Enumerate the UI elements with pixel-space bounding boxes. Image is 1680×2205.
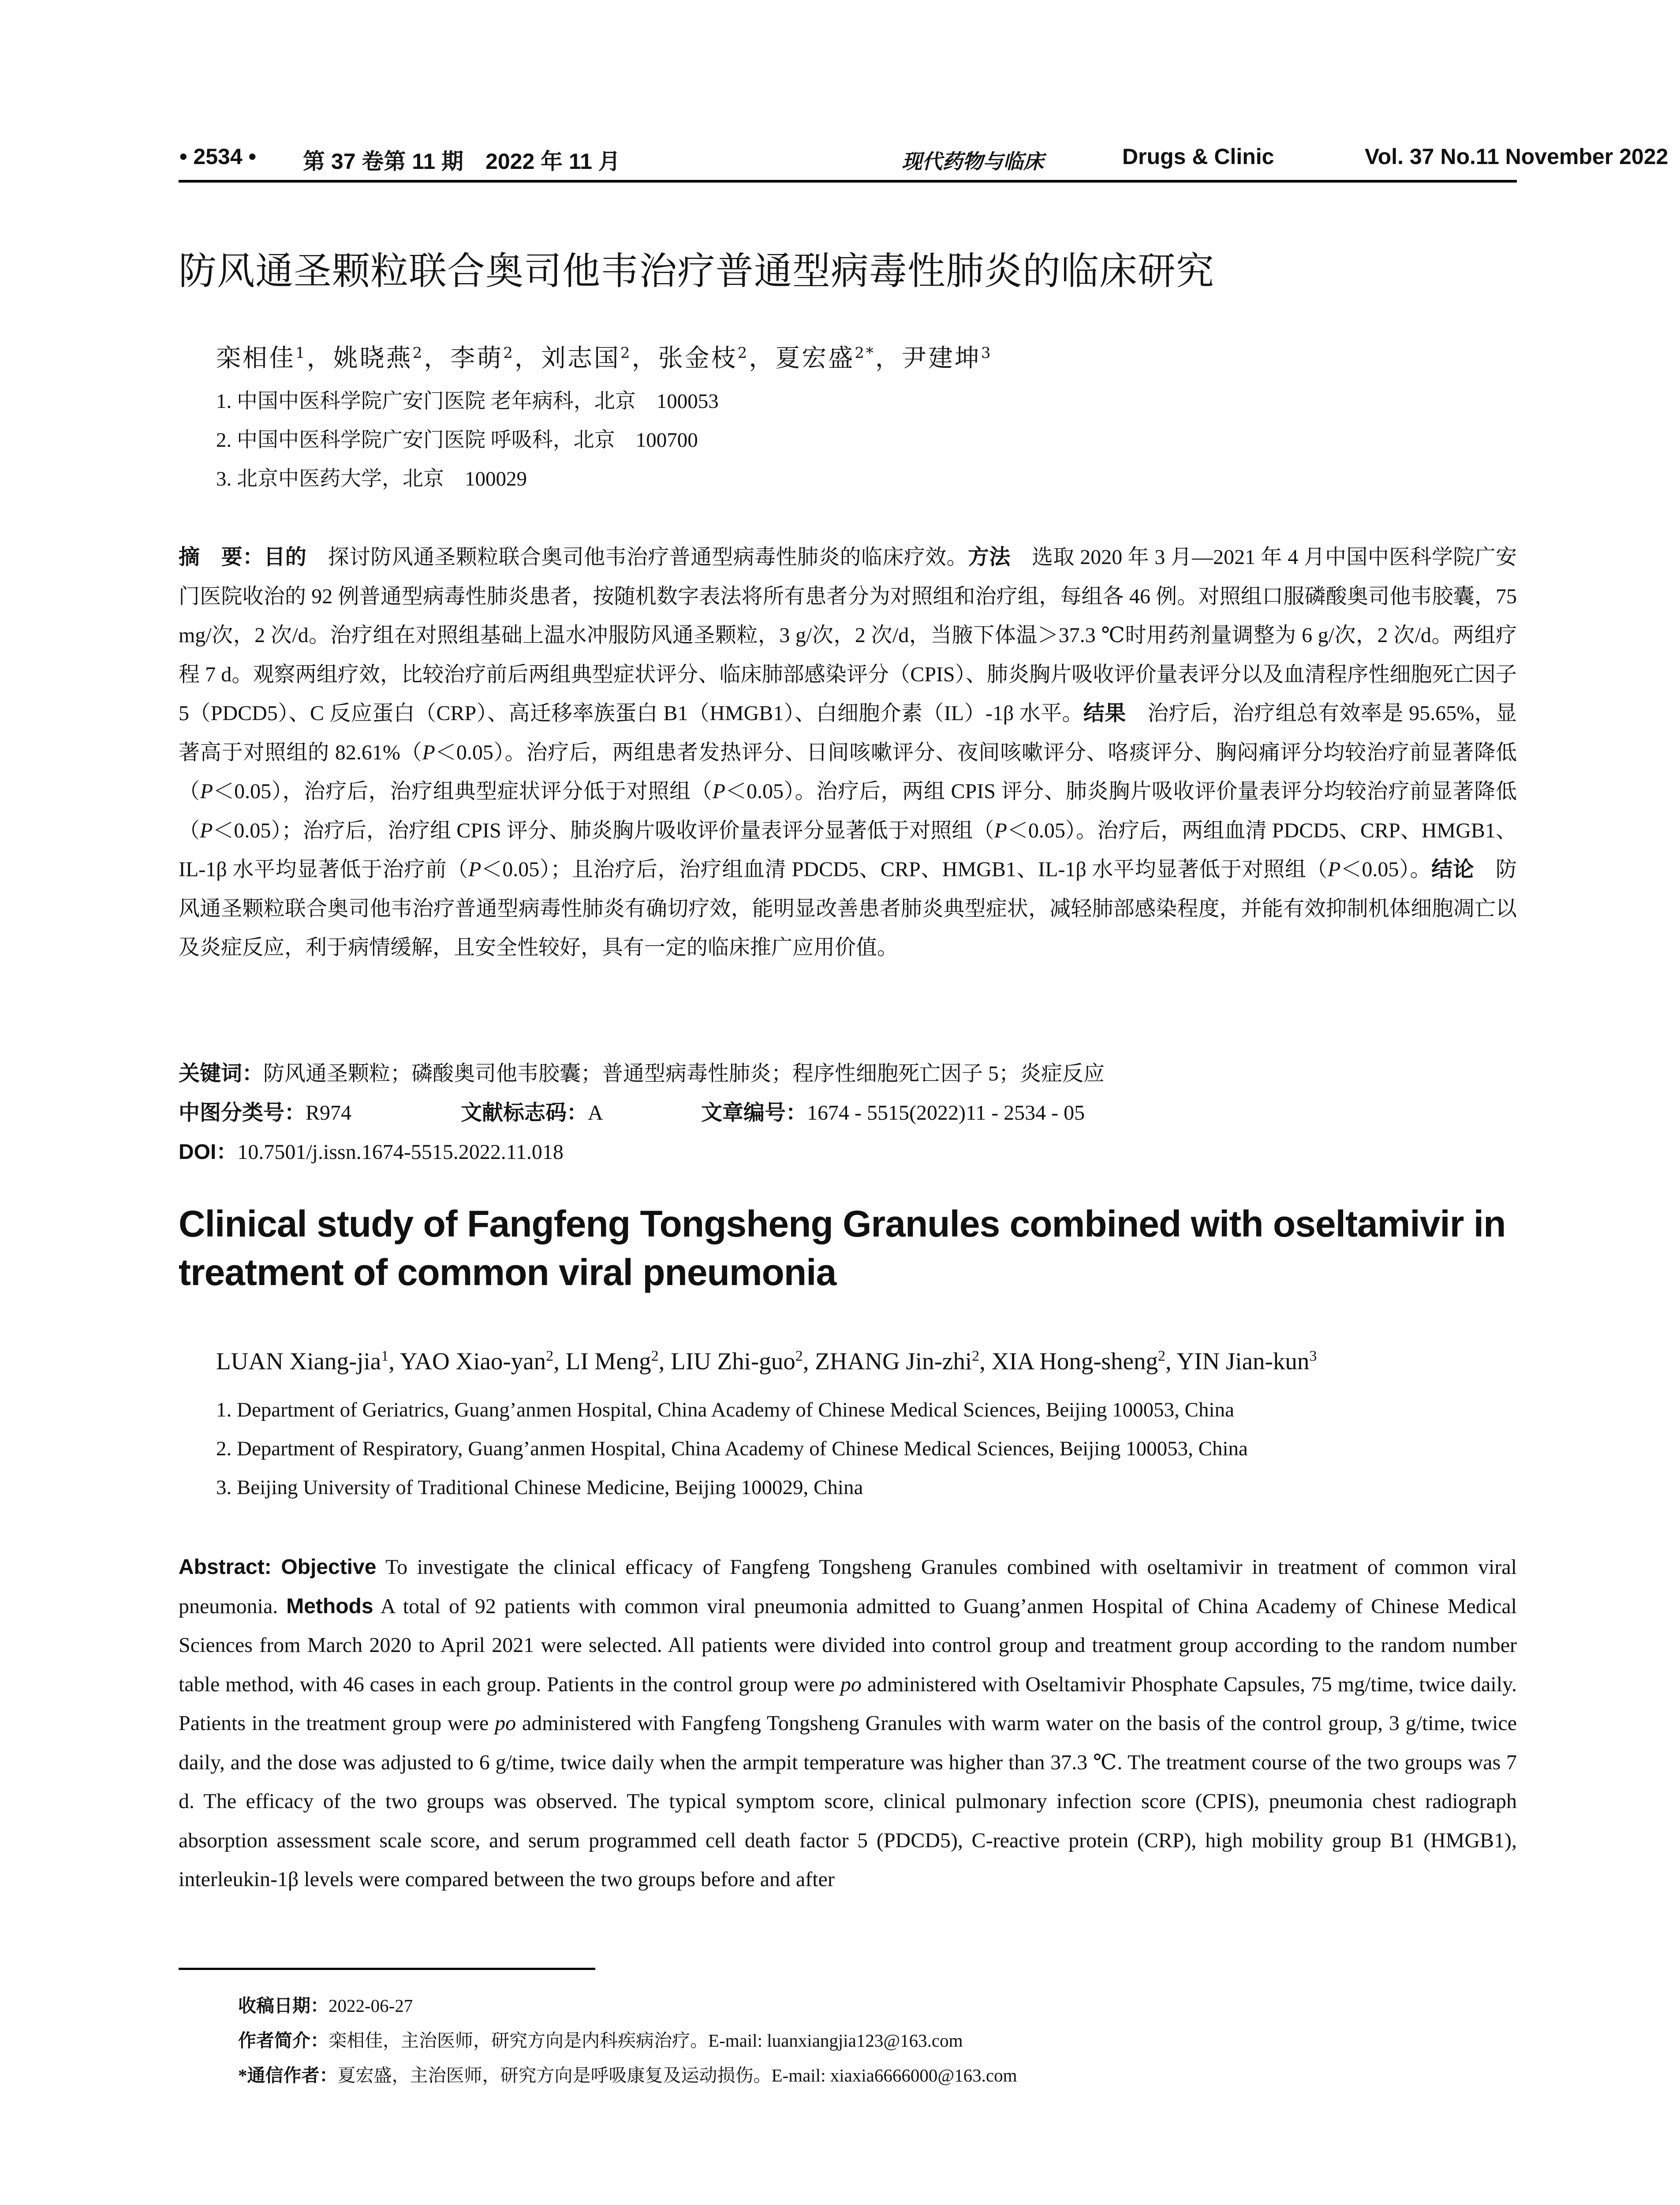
clc-value: R974 <box>306 1101 352 1125</box>
p-value-symbol: P <box>200 780 213 803</box>
results-text: ＜0.05），治疗后，治疗组典型症状评分低于对照组（ <box>213 780 713 803</box>
objective-label: Objective <box>281 1555 377 1579</box>
p-value-symbol: P <box>422 740 435 764</box>
author-affiliation-mark: 1 <box>381 1348 389 1364</box>
route-abbrev: po <box>495 1712 516 1735</box>
received-date: 2022-06-27 <box>329 1996 413 2016</box>
author-name: LIU Zhi-guo <box>671 1348 795 1375</box>
author-intro-label: 作者简介： <box>238 2030 329 2051</box>
received-label: 收稿日期： <box>238 1996 329 2016</box>
author-intro-text: 栾相佳，主治医师，研究方向是内科疾病治疗。E-mail: luanxiangjia123@163.com <box>329 2030 963 2051</box>
author-affiliation-mark: 2 <box>795 1348 803 1364</box>
results-text: ＜0.05）。治疗后，两组 CPIS 评分、肺炎胸片吸收评价量表评分均较治疗前显著降低（ <box>179 780 1517 842</box>
results-text: ＜0.05）；治疗后，治疗组 CPIS 评分、肺炎胸片吸收评价量表评分显著低于对照组（ <box>213 818 994 842</box>
affiliation-en-3: 3. Beijing University of Traditional Chinese Medicine, Beijing 100029, China <box>216 1476 863 1499</box>
affiliation-en-2: 2. Department of Respiratory, Guang’anmen Hospital, China Academy of Chinese Medical Sciences, Beijing 100053, China <box>216 1437 1248 1460</box>
results-text: ＜0.05）。治疗后，两组患者发热评分、日间咳嗽评分、夜间咳嗽评分、咯痰评分、胸闷痛评分均较治疗前显著降低（ <box>179 740 1517 803</box>
author-affiliation-mark: 2 <box>620 344 632 362</box>
author-name: LI Meng <box>565 1348 651 1375</box>
title-en: Clinical study of Fangfeng Tongsheng Granules combined with oseltamivir in treatment of common viral pneumonia <box>179 1203 1506 1293</box>
author-name: 姚晓燕 <box>333 344 413 373</box>
route-abbrev: po <box>840 1672 862 1696</box>
p-value-symbol: P <box>468 858 482 881</box>
p-value-symbol: P <box>712 780 725 803</box>
author-affiliation-mark: 2 <box>972 1348 980 1364</box>
doc-code-label: 文献标志码： <box>461 1101 588 1125</box>
author-name: 刘志国 <box>541 344 620 373</box>
issue-en: Vol. 37 No.11 November 2022 <box>1365 144 1669 169</box>
objective-text: To investigate the clinical efficacy of Fangfeng Tongsheng Granules combined with oseltamivir in treatment of common viral pneumonia. <box>179 1555 1517 1618</box>
author-affiliation-mark: 1 <box>295 344 307 362</box>
abstract-cn <box>179 538 1517 968</box>
corresponding-text: 夏宏盛，主治医师，研究方向是呼吸康复及运动损伤。E-mail: xiaxia6666000@163.com <box>337 2065 1017 2085</box>
results-text: ＜0.05）；且治疗后，治疗组血清 PDCD5、CRP、HMGB1、IL-1β 水平均显著低于对照组（ <box>481 858 1328 881</box>
running-header <box>179 140 1669 183</box>
methods-text: 选取 2020 年 3 月—2021 年 4 月中国中医科学院广安门医院收治的 92 例普通型病毒性肺炎患者，按随机数字表法将所有患者分为对照组和治疗组，每组各 46 例。对照组口服磷酸奥司他韦胶囊，75 mg/次，2 次/d。治疗组在对照组基础上温水冲服防风通圣颗粒，3 g/次，2 次/d，当腋下体温＞37.3 ℃时用药剂量调整为 6 g/次，2 次/d。两组疗程 7 d。观察两组疗效，比较治疗前后两组典型症状评分、临床肺部感染评分（CPIS）、肺炎胸片吸收评价量表评分以及血清程序性细胞死亡因子 5（PDCD5）、C 反应蛋白（CRP）、高迁移率族蛋白 B1（HMGB1）、白细胞介素（IL）-1β 水平。 <box>179 546 1517 725</box>
author-name: 夏宏盛 <box>775 344 855 373</box>
author-name: 尹建坤 <box>901 344 981 373</box>
affiliation-cn-3: 3. 北京中医药大学，北京 100029 <box>216 467 527 490</box>
footnote-received <box>238 1991 413 2017</box>
objective-text: 探讨防风通圣颗粒联合奥司他韦治疗普通型病毒性肺炎的临床疗效。 <box>306 546 968 569</box>
authors-en: LUAN Xiang-jia$^1$, YAO Xiao-yan$^2$, LI Meng$^2$, LIU Zhi-guo$^2$, ZHANG Jin-zhi$^2$, XIA Hong-sheng$^2$, YIN Jian-kun$^3$ <box>216 1348 1317 1375</box>
journal-name-en: Drugs & Clinic <box>1122 144 1274 169</box>
clc-label: 中图分类号： <box>179 1101 306 1125</box>
author-name: 栾相佳 <box>216 344 295 373</box>
author-affiliation-mark: 2 <box>1157 1348 1165 1364</box>
affiliation-cn-2: 2. 中国中医科学院广安门医院 呼吸科，北京 100700 <box>216 429 698 452</box>
footnote-corresponding <box>238 2061 1017 2087</box>
classification-line <box>179 1095 1085 1126</box>
conclusion-label: 结论 <box>1431 858 1475 881</box>
affiliation-cn-1: 1. 中国中医科学院广安门医院 老年病科，北京 100053 <box>216 390 719 413</box>
doc-code-value: A <box>588 1101 603 1125</box>
p-value-symbol: P <box>994 818 1007 842</box>
author-name: 李萌 <box>450 344 504 373</box>
author-affiliation-mark: 3 <box>1309 1348 1317 1364</box>
abstract-label: Abstract: <box>179 1555 272 1579</box>
footnote-rule <box>179 1968 595 1970</box>
author-name: LUAN Xiang-jia <box>216 1348 381 1375</box>
author-affiliation-mark: 2 <box>412 344 424 362</box>
author-affiliation-mark: 2 <box>737 344 749 362</box>
author-affiliation-mark: 3 <box>981 344 993 362</box>
keywords-cn <box>179 1056 1105 1087</box>
results-label: 结果 <box>1083 702 1126 725</box>
author-affiliation-mark: 2 <box>651 1348 659 1364</box>
author-affiliation-mark: 2* <box>855 344 875 362</box>
methods-label: Methods <box>286 1594 373 1618</box>
page-number: • 2534 • <box>179 144 257 169</box>
results-text: 治疗后，治疗组总有效率是 95.65%，显著高于对照组的 82.61%（ <box>179 702 1517 764</box>
footnote-author <box>238 2026 963 2052</box>
methods-text: A total of 92 patients with common viral pneumonia admitted to Guang’anmen Hospital of China Academy of Chinese Medical Sciences from March 2020 to April 2021 were selected. All patients were divided into control group and treatment group according to the random number table method, with 46 cases in each group. Patients in the control group were <box>179 1594 1517 1696</box>
results-text: ＜0.05）。治疗后，两组血清 PDCD5、CRP、HMGB1、IL-1β 水平均显著低于治疗前（ <box>179 818 1517 881</box>
author-affiliation-mark: 2 <box>546 1348 554 1364</box>
author-name: YAO Xiao-yan <box>399 1348 546 1375</box>
author-name: ZHANG Jin-zhi <box>815 1348 972 1375</box>
affiliation-en-1: 1. Department of Geriatrics, Guang’anmen Hospital, China Academy of Chinese Medical Sciences, Beijing 100053, China <box>216 1398 1234 1421</box>
author-name: YIN Jian-kun <box>1176 1348 1310 1375</box>
keywords-text: 防风通圣颗粒；磷酸奥司他韦胶囊；普通型病毒性肺炎；程序性细胞死亡因子 5；炎症反应 <box>263 1062 1105 1085</box>
authors-cn: 栾相佳$^1$，姚晓燕$^2$，李萌$^2$，刘志国$^2$，张金枝$^2$，夏宏盛$^{2*}$，尹建坤$^3$ <box>216 344 993 373</box>
methods-text: administered with Oseltamivir Phosphate Capsules, 75 mg/time, twice daily. Patients in the treatment group were <box>179 1672 1517 1735</box>
article-no-label: 文章编号： <box>701 1101 807 1125</box>
conclusion-text: 防风通圣颗粒联合奥司他韦治疗普通型病毒性肺炎有确切疗效，能明显改善患者肺炎典型症状，减轻肺部感染程度，并能有效抑制机体细胞凋亡以及炎症反应，利于病情缓解，且安全性较好，具有一定的临床推广应用价值。 <box>179 858 1517 959</box>
objective-label: 目的 <box>264 546 307 569</box>
title-cn: 防风通圣颗粒联合奥司他韦治疗普通型病毒性肺炎的临床研究 <box>179 249 1214 293</box>
methods-label: 方法 <box>967 546 1011 569</box>
p-value-symbol: P <box>1328 858 1341 881</box>
p-value-symbol: P <box>200 818 213 842</box>
issue-cn: 第 37 卷第 11 期 2022 年 11 月 <box>303 149 620 174</box>
author-affiliation-mark: 2 <box>503 344 515 362</box>
abstract-label: 摘 要： <box>179 546 264 569</box>
doi-value: 10.7501/j.issn.1674-5515.2022.11.018 <box>237 1140 564 1164</box>
author-name: 张金枝 <box>658 344 738 373</box>
doi-line <box>179 1135 564 1165</box>
abstract-en <box>179 1548 1517 1899</box>
methods-text: administered with Fangfeng Tongsheng Granules with warm water on the basis of the control group, 3 g/time, twice daily, and the dose was adjusted to 6 g/time, twice daily when the armpit temperature was higher than 37.3 ℃. The treatment course of the two groups was 7 d. The efficacy of the two groups was observed. The typical symptom score, clinical pulmonary infection score (CPIS), pneumonia chest radiograph absorption assessment scale score, and serum programmed cell death factor 5 (PDCD5), C-reactive protein (CRP), high mobility group B1 (HMGB1), interleukin-1β levels were compared between the two groups before and after <box>179 1712 1517 1891</box>
corresponding-label: *通信作者： <box>238 2065 338 2085</box>
keywords-label: 关键词： <box>179 1062 264 1085</box>
article-no-value: 1674 - 5515(2022)11 - 2534 - 05 <box>807 1101 1085 1125</box>
journal-name-cn: 现代药物与临床 <box>902 149 1044 173</box>
author-name: XIA Hong-sheng <box>991 1348 1158 1375</box>
results-text: ＜0.05）。 <box>1340 858 1432 881</box>
doi-label: DOI： <box>179 1140 238 1164</box>
